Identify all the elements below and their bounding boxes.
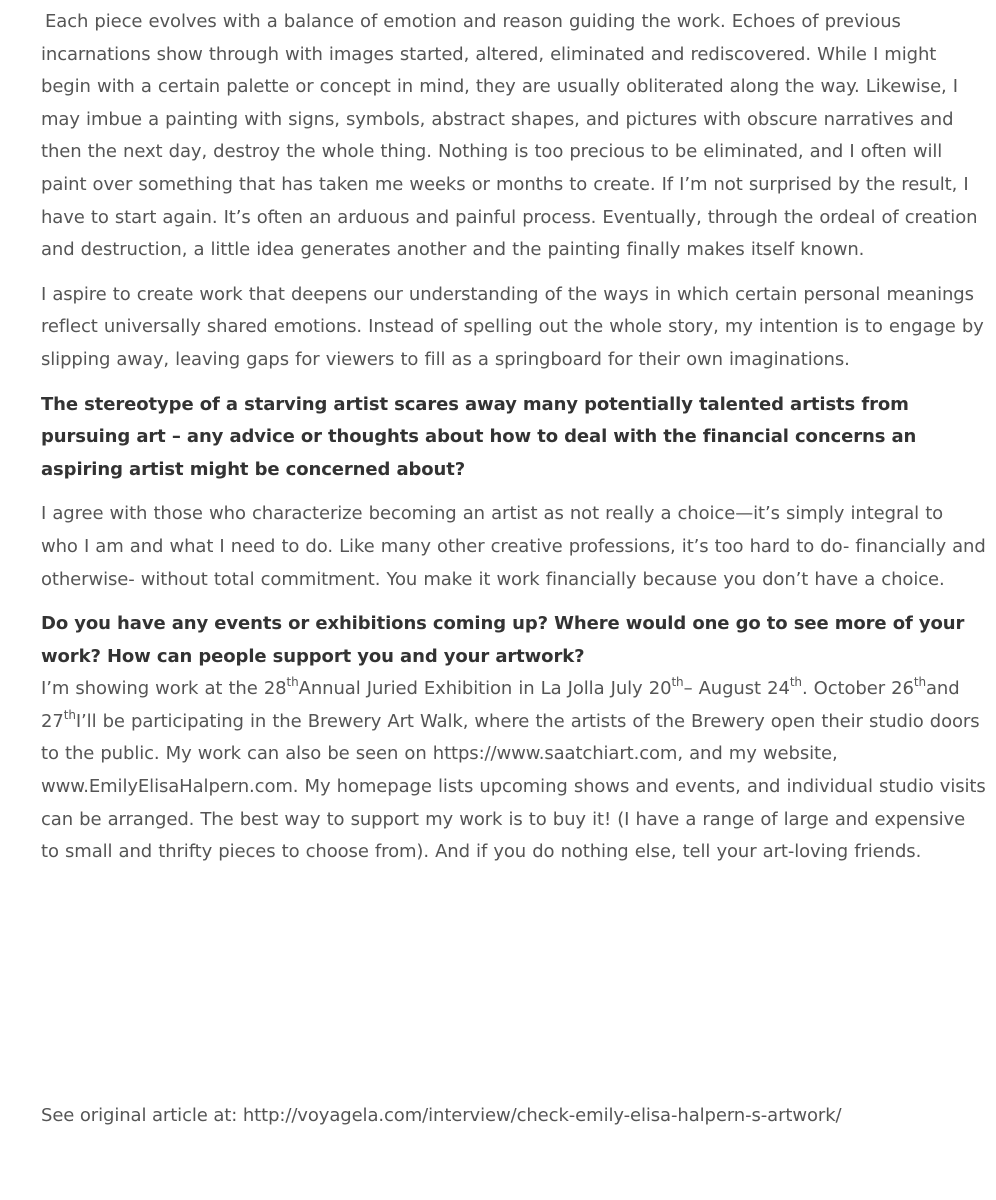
answer-text: I’m showing work at the 28	[41, 678, 287, 700]
answer-text: – August 24	[683, 678, 790, 700]
answer-text: . October 26	[801, 678, 914, 700]
ordinal-suffix: th	[671, 675, 684, 690]
question-starving-artist: The stereotype of a starving artist scares away many potentially talented artists from pursuing art – any advice or thoughts about how to deal with the financial concerns an aspiring artist might be concerned about?	[41, 393, 917, 480]
answer-starving-artist: I agree with those who characterize becoming an artist as not really a choice—it’s simply integral to who I am and what I need to do. Like many other creative professions, it’s too hard to do- financially and otherwise- without total commitment. You make it work financially because you don’t have a choice.	[41, 503, 986, 590]
ordinal-suffix: th	[789, 675, 802, 690]
ordinal-suffix: th	[286, 675, 299, 690]
source-line	[41, 1100, 986, 1133]
answer-text: I’ll be participating in the Brewery Art Walk, where the artists of the Brewery open their studio doors to the public. My work can also be seen on https://www.saatchiart.com, and my website, www.EmilyElisaHalpern.com. My homepage lists upcoming shows and events, and individual studio visits can be arranged. The best way to support my work is to buy it! (I have a range of large and expensive to small and thrifty pieces to choose from). And if you do nothing else, tell your art-loving friends.	[41, 710, 986, 863]
question-exhibitions: Do you have any events or exhibitions coming up? Where would one go to see more of your work? How can people support you and your artwork?	[41, 613, 965, 667]
answer-exhibitions	[41, 673, 986, 869]
article-body	[41, 6, 986, 869]
answer-text: Annual Juried Exhibition in La Jolla July 20	[298, 678, 672, 700]
paragraph-process: Each piece evolves with a balance of emotion and reason guiding the work. Echoes of previous incarnations show through with images started, altered, eliminated and rediscovered. While I might begin with a certain palette or concept in mind, they are usually obliterated along the way. Likewise, I may imbue a painting with signs, symbols, abstract shapes, and pictures with obscure narratives and then the next day, destroy the whole thing. Nothing is too precious to be eliminated, and I often will paint over something that has taken me weeks or months to create. If I’m not surprised by the result, I have to start again. It’s often an arduous and painful process. Eventually, through the ordeal of creation and destruction, a little idea generates another and the painting finally makes itself known.	[41, 11, 978, 261]
answer-text: and 27	[41, 678, 960, 732]
source-url: http://voyagela.com/interview/check-emily-elisa-halpern-s-artwork/	[242, 1105, 842, 1126]
ordinal-suffix: th	[913, 675, 926, 690]
source-label: See original article at:	[41, 1105, 243, 1126]
ordinal-suffix: th	[63, 707, 76, 722]
paragraph-aspiration: I aspire to create work that deepens our understanding of the ways in which certain personal meanings reflect universally shared emotions. Instead of spelling out the whole story, my intention is to engage by slipping away, leaving gaps for viewers to fill as a springboard for their own imaginations.	[41, 283, 984, 370]
